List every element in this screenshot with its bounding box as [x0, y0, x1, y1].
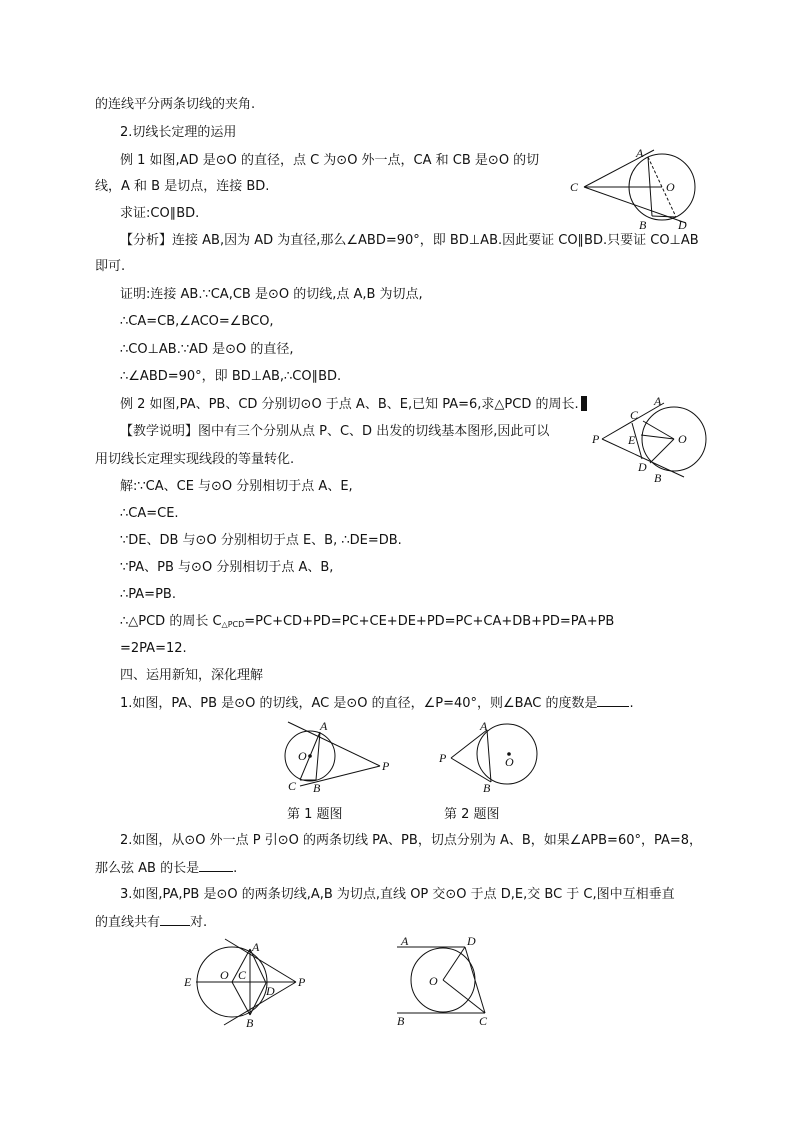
point-label: A [401, 934, 409, 948]
figure-question-1 [280, 718, 392, 794]
solution-line: =2PA=12. [120, 641, 187, 656]
answer-blank[interactable] [160, 913, 190, 926]
point-label: C [288, 779, 297, 793]
point-label: O [678, 432, 687, 446]
solution-line: ∴PA=PB. [120, 587, 176, 602]
text-cursor [581, 396, 587, 411]
example-1-statement: 例 1 如图,AD 是⊙O 的直径，点 C 为⊙O 外一点，CA 和 CB 是⊙O 的切 [120, 153, 540, 168]
figure-caption: 第 1 题图 [287, 807, 343, 822]
solution-line: ∵PA、PB 与⊙O 分别相切于点 A、B, [120, 560, 334, 575]
answer-blank[interactable] [597, 694, 629, 707]
solution-line: ∴CA=CE. [120, 506, 179, 521]
point-label: A [654, 394, 662, 408]
perimeter-subscript: △PCD [221, 620, 245, 629]
figure-question-3b [393, 933, 503, 1029]
point-label: B [313, 781, 321, 795]
text-line: 的连线平分两条切线的夹角. [95, 97, 256, 112]
text-line: 线，A 和 B 是切点，连接 BD. [95, 179, 270, 194]
point-label: B [397, 1014, 405, 1028]
question-1: 1.如图，PA、PB 是⊙O 的切线，AC 是⊙O 的直径，∠P=40°，则∠BAC 的度数是 . [120, 696, 634, 711]
text-line: 用切线长定理实现线段的等量转化. [95, 452, 295, 467]
solution-line: 解:∵CA、CE 与⊙O 分别相切于点 A、E, [120, 479, 353, 494]
figure-caption: 第 2 题图 [444, 807, 500, 822]
point-label: O [505, 755, 514, 769]
question-2-cont: 那么弦 AB 的长是 . [95, 861, 238, 876]
point-label: O [429, 974, 438, 988]
text-line: 求证:CO∥BD. [120, 206, 200, 221]
point-label: A [636, 146, 644, 160]
question-2: 2.如图，从⊙O 外一点 P 引⊙O 的两条切线 PA、PB，切点分别为 A、B，如果∠APB=60°，PA=8， [120, 833, 703, 848]
point-label: B [483, 781, 491, 795]
point-label: E [184, 975, 192, 989]
point-label: A [252, 940, 260, 954]
question-2-text: 那么弦 AB 的长是 [95, 861, 200, 876]
analysis-line: 【分析】连接 AB,因为 AD 为直径,那么∠ABD=90°，即 BD⊥AB.因此要证 CO∥BD.只要证 CO⊥AB [120, 233, 699, 248]
proof-line: ∴∠ABD=90°，即 BD⊥AB,∴CO∥BD. [120, 369, 342, 384]
point-label: E [628, 433, 636, 447]
point-label: O [298, 749, 307, 763]
question-3-cont [95, 913, 207, 932]
point-label: B [639, 218, 647, 232]
point-label: D [467, 934, 476, 948]
point-label: A [320, 719, 328, 733]
solution-line: ∵DE、DB 与⊙O 分别相切于点 E、B, ∴DE=DB. [120, 533, 402, 548]
text-line: 即可. [95, 259, 126, 274]
point-label: B [246, 1016, 254, 1030]
point-label: P [592, 432, 600, 446]
point-label: D [266, 984, 275, 998]
point-label: P [439, 751, 447, 765]
question-3: 3.如图,PA,PB 是⊙O 的两条切线,A,B 为切点,直线 OP 交⊙O 于点 D,E,交 BC 于 C,图中互相垂直 [120, 887, 675, 902]
proof-line: ∴CO⊥AB.∵AD 是⊙O 的直径, [120, 342, 294, 357]
figure-example-1 [566, 145, 706, 235]
teaching-note: 【教学说明】图中有三个分别从点 P、C、D 出发的切线基本图形,因此可以 [120, 424, 550, 439]
point-label: O [666, 180, 675, 194]
point-label: P [298, 975, 306, 989]
point-label: P [382, 759, 390, 773]
point-label: C [479, 1014, 488, 1028]
point-label: B [654, 471, 662, 485]
figure-question-2 [437, 718, 549, 794]
answer-blank[interactable] [199, 859, 233, 872]
solution-line [120, 613, 614, 634]
proof-line: ∴CA=CB,∠ACO=∠BCO, [120, 314, 274, 329]
point-label: C [570, 180, 579, 194]
question-3-text: 的直线共有 [95, 915, 161, 930]
example-2-text: 例 2 如图,PA、PB、CD 分别切⊙O 于点 A、B、E,已知 PA=6,求△PCD 的周长. [120, 397, 579, 412]
point-label: D [678, 218, 687, 232]
perimeter-text: ∴△PCD 的周长 C [120, 614, 222, 629]
example-2-statement [120, 396, 587, 414]
point-label: C [238, 968, 247, 982]
section-heading: 四、运用新知，深化理解 [120, 668, 264, 683]
perimeter-expression: =PC+CD+PD=PC+CE+DE+PD=PC+CA+DB+PD=PA+PB [244, 614, 615, 629]
figure-example-2 [588, 393, 712, 485]
point-label: O [220, 968, 229, 982]
point-label: C [630, 408, 639, 422]
point-label: A [480, 719, 488, 733]
section-heading: 2.切线长定理的运用 [120, 125, 237, 140]
question-1-text: 1.如图，PA、PB 是⊙O 的切线，AC 是⊙O 的直径，∠P=40°，则∠BAC 的度数是 [120, 696, 598, 711]
point-label: D [638, 460, 647, 474]
figure-question-3a [180, 935, 310, 1029]
question-3-suffix: 对. [190, 915, 208, 930]
proof-line: 证明:连接 AB.∵CA,CB 是⊙O 的切线,点 A,B 为切点, [120, 287, 423, 302]
